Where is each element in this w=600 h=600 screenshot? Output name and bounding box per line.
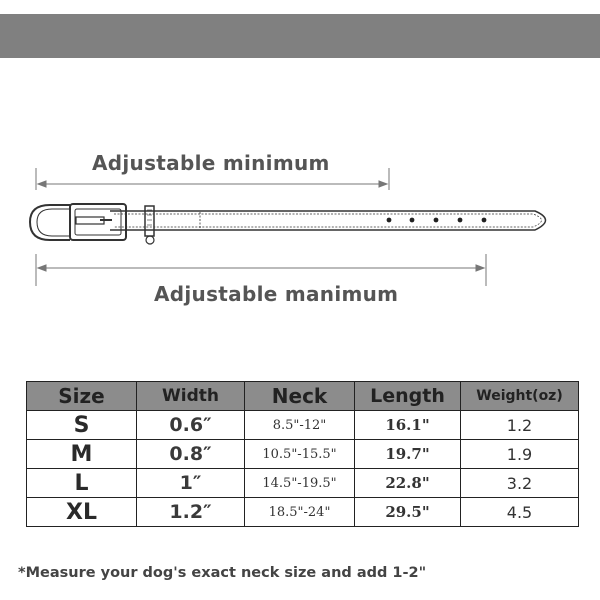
adjustable-maximum-label: Adjustable manimum xyxy=(154,282,399,306)
header-width: Width xyxy=(137,382,245,411)
cell-size: S xyxy=(27,411,137,440)
table-header-row xyxy=(27,382,579,411)
cell-weight: 1.2 xyxy=(461,411,579,440)
cell-length: 16.1" xyxy=(355,411,461,440)
table-row xyxy=(27,440,579,469)
cell-neck: 10.5"-15.5" xyxy=(245,440,355,469)
cell-size: XL xyxy=(27,498,137,527)
cell-size: L xyxy=(27,469,137,498)
cell-weight: 1.9 xyxy=(461,440,579,469)
cell-size: M xyxy=(27,440,137,469)
cell-weight: 4.5 xyxy=(461,498,579,527)
table-row xyxy=(27,498,579,527)
header-weight: Weight(oz) xyxy=(461,382,579,411)
cell-width: 0.8″ xyxy=(137,440,245,469)
header-length: Length xyxy=(355,382,461,411)
cell-width: 1″ xyxy=(137,469,245,498)
table-row xyxy=(27,469,579,498)
cell-weight: 3.2 xyxy=(461,469,579,498)
cell-length: 19.7" xyxy=(355,440,461,469)
buckle xyxy=(30,204,126,240)
adjustable-minimum-label: Adjustable minimum xyxy=(92,151,330,175)
header-size: Size xyxy=(27,382,137,411)
collar-strap xyxy=(110,211,546,230)
collar-holes xyxy=(387,218,487,223)
cell-neck: 18.5"-24" xyxy=(245,498,355,527)
table-row xyxy=(27,411,579,440)
cell-width: 0.6″ xyxy=(137,411,245,440)
measurement-footnote: *Measure your dog's exact neck size and add 1-2" xyxy=(18,565,427,581)
header-neck: Neck xyxy=(245,382,355,411)
cell-neck: 8.5"-12" xyxy=(245,411,355,440)
cell-length: 22.8" xyxy=(355,469,461,498)
size-chart-table xyxy=(26,381,579,527)
cell-neck: 14.5"-19.5" xyxy=(245,469,355,498)
cell-width: 1.2″ xyxy=(137,498,245,527)
cell-length: 29.5" xyxy=(355,498,461,527)
